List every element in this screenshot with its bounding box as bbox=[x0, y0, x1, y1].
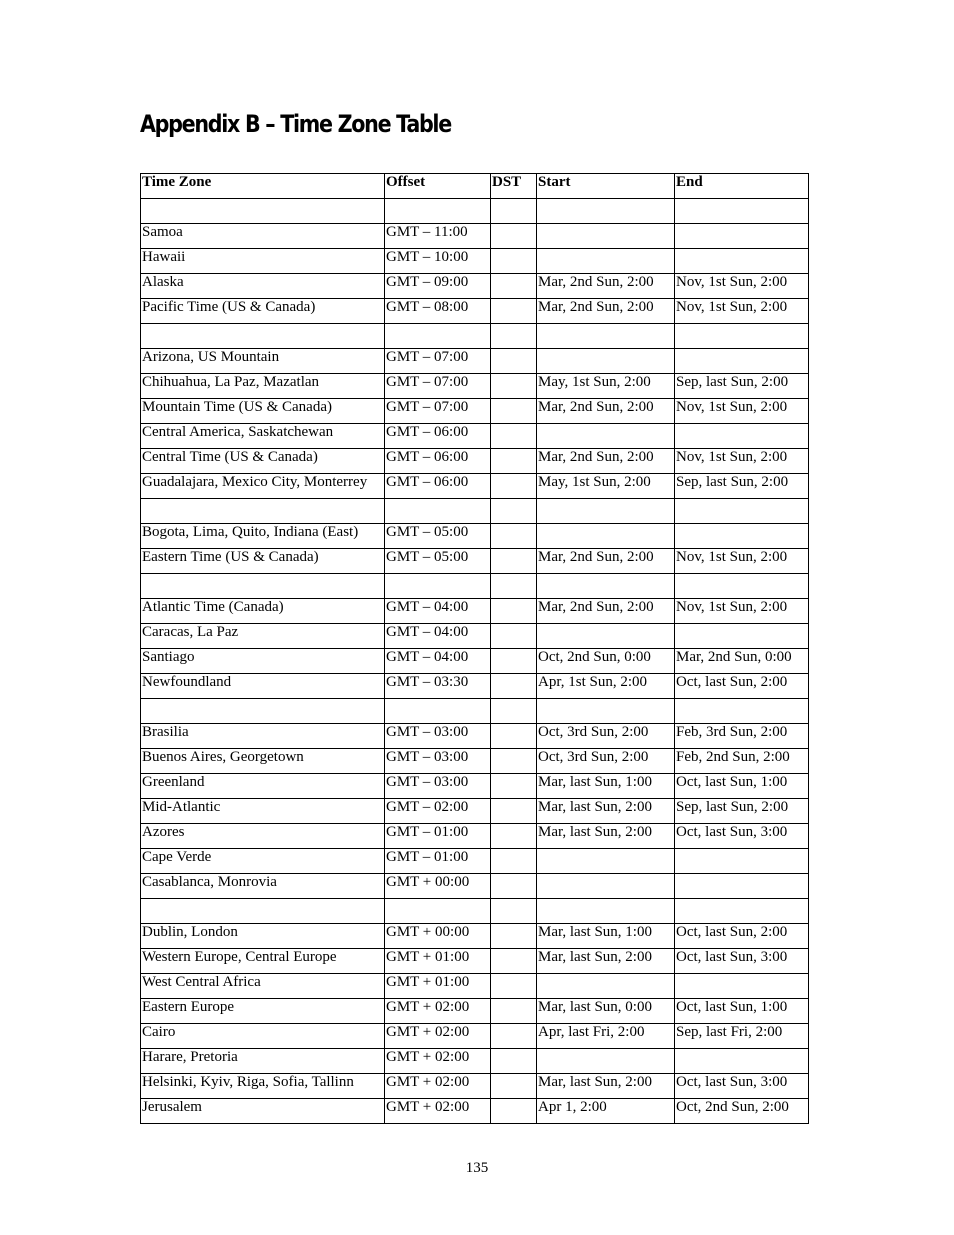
time-zone-cell bbox=[141, 499, 385, 524]
table-body bbox=[141, 199, 809, 1124]
dst-cell bbox=[491, 324, 537, 349]
table-row bbox=[141, 224, 809, 249]
start-cell bbox=[537, 349, 675, 374]
end-cell bbox=[675, 574, 809, 599]
dst-cell bbox=[491, 824, 537, 849]
offset-cell: GMT + 02:00 bbox=[385, 1099, 491, 1124]
dst-cell bbox=[491, 849, 537, 874]
dst-cell bbox=[491, 699, 537, 724]
time-zone-cell: Brasilia bbox=[141, 724, 385, 749]
dst-cell bbox=[491, 524, 537, 549]
time-zone-cell: Alaska bbox=[141, 274, 385, 299]
end-cell bbox=[675, 249, 809, 274]
start-cell: Apr, last Fri, 2:00 bbox=[537, 1024, 675, 1049]
start-cell: May, 1st Sun, 2:00 bbox=[537, 474, 675, 499]
end-cell: Nov, 1st Sun, 2:00 bbox=[675, 449, 809, 474]
page-title: Appendix B – Time Zone Table bbox=[140, 110, 451, 138]
start-cell bbox=[537, 899, 675, 924]
column-header-dst: DST bbox=[491, 174, 537, 199]
end-cell: Nov, 1st Sun, 2:00 bbox=[675, 399, 809, 424]
dst-cell bbox=[491, 724, 537, 749]
offset-cell: GMT – 01:00 bbox=[385, 824, 491, 849]
dst-cell bbox=[491, 1024, 537, 1049]
offset-cell: GMT – 05:00 bbox=[385, 549, 491, 574]
offset-cell: GMT – 04:00 bbox=[385, 649, 491, 674]
end-cell bbox=[675, 699, 809, 724]
dst-cell bbox=[491, 424, 537, 449]
time-zone-cell: Arizona, US Mountain bbox=[141, 349, 385, 374]
start-cell bbox=[537, 874, 675, 899]
table-row bbox=[141, 699, 809, 724]
page-number: 135 bbox=[465, 1160, 489, 1176]
table-row bbox=[141, 399, 809, 424]
table-row bbox=[141, 674, 809, 699]
dst-cell bbox=[491, 874, 537, 899]
end-cell bbox=[675, 624, 809, 649]
dst-cell bbox=[491, 1049, 537, 1074]
time-zone-cell bbox=[141, 699, 385, 724]
time-zone-cell: Azores bbox=[141, 824, 385, 849]
column-header-start: Start bbox=[537, 174, 675, 199]
offset-cell: GMT – 06:00 bbox=[385, 449, 491, 474]
table-row bbox=[141, 899, 809, 924]
start-cell: Oct, 3rd Sun, 2:00 bbox=[537, 749, 675, 774]
start-cell: Mar, 2nd Sun, 2:00 bbox=[537, 549, 675, 574]
table-row bbox=[141, 799, 809, 824]
start-cell: Oct, 3rd Sun, 2:00 bbox=[537, 724, 675, 749]
end-cell: Oct, last Sun, 3:00 bbox=[675, 949, 809, 974]
time-zone-cell: Eastern Time (US & Canada) bbox=[141, 549, 385, 574]
time-zone-cell: Atlantic Time (Canada) bbox=[141, 599, 385, 624]
end-cell bbox=[675, 424, 809, 449]
table-row bbox=[141, 449, 809, 474]
dst-cell bbox=[491, 274, 537, 299]
dst-cell bbox=[491, 749, 537, 774]
table-row bbox=[141, 849, 809, 874]
time-zone-cell: Chihuahua, La Paz, Mazatlan bbox=[141, 374, 385, 399]
table-header-row bbox=[141, 174, 809, 199]
offset-cell bbox=[385, 574, 491, 599]
offset-cell: GMT – 07:00 bbox=[385, 374, 491, 399]
table-row bbox=[141, 949, 809, 974]
time-zone-cell: Mid-Atlantic bbox=[141, 799, 385, 824]
table-row bbox=[141, 499, 809, 524]
table-row bbox=[141, 774, 809, 799]
end-cell bbox=[675, 499, 809, 524]
dst-cell bbox=[491, 799, 537, 824]
start-cell: Apr 1, 2:00 bbox=[537, 1099, 675, 1124]
end-cell bbox=[675, 199, 809, 224]
end-cell: Nov, 1st Sun, 2:00 bbox=[675, 549, 809, 574]
end-cell: Oct, last Sun, 3:00 bbox=[675, 824, 809, 849]
offset-cell: GMT – 08:00 bbox=[385, 299, 491, 324]
time-zone-cell: Dublin, London bbox=[141, 924, 385, 949]
time-zone-cell bbox=[141, 574, 385, 599]
offset-cell bbox=[385, 899, 491, 924]
offset-cell bbox=[385, 699, 491, 724]
dst-cell bbox=[491, 1099, 537, 1124]
time-zone-cell: Jerusalem bbox=[141, 1099, 385, 1124]
start-cell bbox=[537, 699, 675, 724]
dst-cell bbox=[491, 349, 537, 374]
time-zone-cell: Buenos Aires, Georgetown bbox=[141, 749, 385, 774]
dst-cell bbox=[491, 399, 537, 424]
dst-cell bbox=[491, 624, 537, 649]
dst-cell bbox=[491, 999, 537, 1024]
time-zone-cell bbox=[141, 324, 385, 349]
table-row bbox=[141, 999, 809, 1024]
start-cell bbox=[537, 499, 675, 524]
end-cell bbox=[675, 849, 809, 874]
offset-cell: GMT – 04:00 bbox=[385, 599, 491, 624]
start-cell bbox=[537, 574, 675, 599]
offset-cell: GMT – 06:00 bbox=[385, 424, 491, 449]
table-row bbox=[141, 1074, 809, 1099]
end-cell: Nov, 1st Sun, 2:00 bbox=[675, 274, 809, 299]
end-cell: Oct, 2nd Sun, 2:00 bbox=[675, 1099, 809, 1124]
time-zone-cell: Guadalajara, Mexico City, Monterrey bbox=[141, 474, 385, 499]
offset-cell: GMT + 02:00 bbox=[385, 999, 491, 1024]
start-cell bbox=[537, 324, 675, 349]
column-header-offset: Offset bbox=[385, 174, 491, 199]
offset-cell: GMT – 11:00 bbox=[385, 224, 491, 249]
offset-cell: GMT – 06:00 bbox=[385, 474, 491, 499]
table-row bbox=[141, 374, 809, 399]
time-zone-cell: Pacific Time (US & Canada) bbox=[141, 299, 385, 324]
end-cell: Nov, 1st Sun, 2:00 bbox=[675, 299, 809, 324]
end-cell: Mar, 2nd Sun, 0:00 bbox=[675, 649, 809, 674]
time-zone-cell: Cape Verde bbox=[141, 849, 385, 874]
table-row bbox=[141, 274, 809, 299]
dst-cell bbox=[491, 924, 537, 949]
start-cell bbox=[537, 424, 675, 449]
start-cell: Mar, last Sun, 2:00 bbox=[537, 1074, 675, 1099]
table-row bbox=[141, 574, 809, 599]
dst-cell bbox=[491, 499, 537, 524]
end-cell: Sep, last Sun, 2:00 bbox=[675, 474, 809, 499]
time-zone-cell bbox=[141, 199, 385, 224]
offset-cell: GMT – 07:00 bbox=[385, 349, 491, 374]
end-cell: Feb, 3rd Sun, 2:00 bbox=[675, 724, 809, 749]
start-cell bbox=[537, 224, 675, 249]
table-row bbox=[141, 824, 809, 849]
start-cell: May, 1st Sun, 2:00 bbox=[537, 374, 675, 399]
offset-cell: GMT – 04:00 bbox=[385, 624, 491, 649]
start-cell bbox=[537, 1049, 675, 1074]
dst-cell bbox=[491, 1074, 537, 1099]
offset-cell bbox=[385, 499, 491, 524]
dst-cell bbox=[491, 299, 537, 324]
offset-cell: GMT + 00:00 bbox=[385, 924, 491, 949]
end-cell: Oct, last Sun, 2:00 bbox=[675, 674, 809, 699]
offset-cell: GMT – 07:00 bbox=[385, 399, 491, 424]
table-row bbox=[141, 299, 809, 324]
start-cell bbox=[537, 524, 675, 549]
dst-cell bbox=[491, 774, 537, 799]
start-cell: Mar, last Sun, 2:00 bbox=[537, 949, 675, 974]
offset-cell: GMT + 02:00 bbox=[385, 1049, 491, 1074]
end-cell bbox=[675, 899, 809, 924]
end-cell bbox=[675, 524, 809, 549]
start-cell: Apr, 1st Sun, 2:00 bbox=[537, 674, 675, 699]
dst-cell bbox=[491, 899, 537, 924]
table-row bbox=[141, 974, 809, 999]
end-cell: Oct, last Sun, 1:00 bbox=[675, 774, 809, 799]
time-zone-table bbox=[140, 173, 809, 1124]
start-cell: Mar, last Sun, 1:00 bbox=[537, 774, 675, 799]
dst-cell bbox=[491, 649, 537, 674]
table-row bbox=[141, 924, 809, 949]
start-cell: Mar, last Sun, 1:00 bbox=[537, 924, 675, 949]
time-zone-cell: Eastern Europe bbox=[141, 999, 385, 1024]
time-zone-cell: Central Time (US & Canada) bbox=[141, 449, 385, 474]
dst-cell bbox=[491, 949, 537, 974]
end-cell bbox=[675, 324, 809, 349]
start-cell: Mar, 2nd Sun, 2:00 bbox=[537, 599, 675, 624]
table-row bbox=[141, 524, 809, 549]
offset-cell: GMT – 02:00 bbox=[385, 799, 491, 824]
table-row bbox=[141, 324, 809, 349]
offset-cell: GMT – 03:00 bbox=[385, 774, 491, 799]
table-row bbox=[141, 624, 809, 649]
offset-cell: GMT + 01:00 bbox=[385, 974, 491, 999]
time-zone-cell: Mountain Time (US & Canada) bbox=[141, 399, 385, 424]
end-cell: Nov, 1st Sun, 2:00 bbox=[675, 599, 809, 624]
end-cell: Feb, 2nd Sun, 2:00 bbox=[675, 749, 809, 774]
offset-cell: GMT – 10:00 bbox=[385, 249, 491, 274]
column-header-time-zone: Time Zone bbox=[141, 174, 385, 199]
time-zone-cell: Cairo bbox=[141, 1024, 385, 1049]
time-zone-cell: Greenland bbox=[141, 774, 385, 799]
start-cell: Mar, 2nd Sun, 2:00 bbox=[537, 274, 675, 299]
start-cell: Mar, 2nd Sun, 2:00 bbox=[537, 299, 675, 324]
column-header-end: End bbox=[675, 174, 809, 199]
table-row bbox=[141, 424, 809, 449]
start-cell bbox=[537, 624, 675, 649]
dst-cell bbox=[491, 224, 537, 249]
table-row bbox=[141, 724, 809, 749]
offset-cell: GMT – 09:00 bbox=[385, 274, 491, 299]
end-cell: Oct, last Sun, 2:00 bbox=[675, 924, 809, 949]
start-cell: Mar, last Sun, 2:00 bbox=[537, 799, 675, 824]
offset-cell: GMT – 03:00 bbox=[385, 749, 491, 774]
offset-cell: GMT + 01:00 bbox=[385, 949, 491, 974]
offset-cell: GMT + 02:00 bbox=[385, 1024, 491, 1049]
time-zone-cell: Casablanca, Monrovia bbox=[141, 874, 385, 899]
end-cell: Oct, last Sun, 1:00 bbox=[675, 999, 809, 1024]
offset-cell bbox=[385, 199, 491, 224]
time-zone-cell: Central America, Saskatchewan bbox=[141, 424, 385, 449]
offset-cell: GMT + 00:00 bbox=[385, 874, 491, 899]
end-cell: Oct, last Sun, 3:00 bbox=[675, 1074, 809, 1099]
dst-cell bbox=[491, 974, 537, 999]
table-row bbox=[141, 1049, 809, 1074]
start-cell: Mar, last Sun, 2:00 bbox=[537, 824, 675, 849]
start-cell: Mar, last Sun, 0:00 bbox=[537, 999, 675, 1024]
time-zone-cell: Caracas, La Paz bbox=[141, 624, 385, 649]
dst-cell bbox=[491, 574, 537, 599]
start-cell: Oct, 2nd Sun, 0:00 bbox=[537, 649, 675, 674]
time-zone-cell: Harare, Pretoria bbox=[141, 1049, 385, 1074]
end-cell bbox=[675, 1049, 809, 1074]
table-row bbox=[141, 349, 809, 374]
start-cell bbox=[537, 249, 675, 274]
end-cell bbox=[675, 974, 809, 999]
start-cell: Mar, 2nd Sun, 2:00 bbox=[537, 449, 675, 474]
start-cell bbox=[537, 974, 675, 999]
offset-cell: GMT – 05:00 bbox=[385, 524, 491, 549]
end-cell: Sep, last Sun, 2:00 bbox=[675, 799, 809, 824]
time-zone-cell bbox=[141, 899, 385, 924]
table-row bbox=[141, 1024, 809, 1049]
offset-cell: GMT + 02:00 bbox=[385, 1074, 491, 1099]
dst-cell bbox=[491, 449, 537, 474]
table-row bbox=[141, 749, 809, 774]
time-zone-cell: Western Europe, Central Europe bbox=[141, 949, 385, 974]
table-row bbox=[141, 1099, 809, 1124]
dst-cell bbox=[491, 549, 537, 574]
time-zone-cell: Helsinki, Kyiv, Riga, Sofia, Tallinn bbox=[141, 1074, 385, 1099]
end-cell: Sep, last Sun, 2:00 bbox=[675, 374, 809, 399]
dst-cell bbox=[491, 249, 537, 274]
table-row bbox=[141, 549, 809, 574]
offset-cell bbox=[385, 324, 491, 349]
time-zone-cell: Newfoundland bbox=[141, 674, 385, 699]
time-zone-cell: West Central Africa bbox=[141, 974, 385, 999]
offset-cell: GMT – 03:30 bbox=[385, 674, 491, 699]
time-zone-cell: Hawaii bbox=[141, 249, 385, 274]
time-zone-cell: Bogota, Lima, Quito, Indiana (East) bbox=[141, 524, 385, 549]
offset-cell: GMT – 01:00 bbox=[385, 849, 491, 874]
start-cell: Mar, 2nd Sun, 2:00 bbox=[537, 399, 675, 424]
end-cell bbox=[675, 349, 809, 374]
end-cell: Sep, last Fri, 2:00 bbox=[675, 1024, 809, 1049]
end-cell bbox=[675, 874, 809, 899]
end-cell bbox=[675, 224, 809, 249]
dst-cell bbox=[491, 474, 537, 499]
table-row bbox=[141, 599, 809, 624]
offset-cell: GMT – 03:00 bbox=[385, 724, 491, 749]
start-cell bbox=[537, 199, 675, 224]
table-row bbox=[141, 199, 809, 224]
time-zone-cell: Santiago bbox=[141, 649, 385, 674]
time-zone-cell: Samoa bbox=[141, 224, 385, 249]
dst-cell bbox=[491, 199, 537, 224]
dst-cell bbox=[491, 674, 537, 699]
table-row bbox=[141, 649, 809, 674]
table-row bbox=[141, 874, 809, 899]
dst-cell bbox=[491, 374, 537, 399]
start-cell bbox=[537, 849, 675, 874]
dst-cell bbox=[491, 599, 537, 624]
table-row bbox=[141, 249, 809, 274]
table-row bbox=[141, 474, 809, 499]
